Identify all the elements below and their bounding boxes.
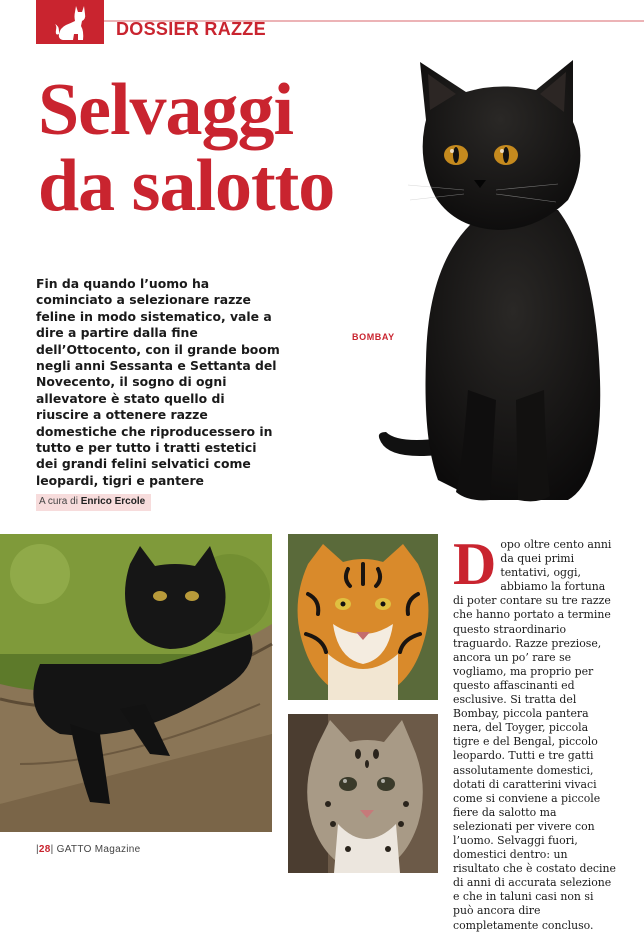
section-kicker: DOSSIER RAZZE: [116, 19, 266, 39]
article-body-text: opo oltre cento anni da quei primi tentativi, oggi, abbiamo la fortuna di poter contare su tre razze che hanno portato a termine questo straordinario traguardo. Razze preziose, ancora un po’ rare se vogliamo, ma proprio per questo affascinanti ed esclusive. Si tratta del Bombay, piccola pantera nera, del Toyger, piccola tigre e del Bengal, piccolo leopardo. Tutti e tre gatti assolutamente domestici, dotati di caratterini vivaci come si conviene a piccole fiere da salotto ma selezionati per vivere con l’uomo. Selvaggi fuori, domestici dentro: un risultato che è costato decine di anni di accurata selezione e che in taluni casi non si può ancora dire completamente concluso.: [453, 538, 616, 932]
magazine-name: GATTO Magazine: [56, 844, 141, 855]
credit-prefix: A cura di: [39, 496, 78, 507]
title-line-1: Selvaggi: [38, 69, 294, 151]
lead-paragraph: Fin da quando l’uomo ha cominciato a selezionare razze feline in modo sistematico, vale a dire a partire dalla fine dell’Ottocento, con il grande boom negli anni Sessanta e Settanta del Novecento, il sogno di ogni allevatore è stato quello di riuscire a ottenere razze domestiche che riproducessero in tutto e per tutto i tratti estetici dei grandi felini selvatici come leopardi, tigri e pantere: [36, 276, 280, 488]
credit-author: Enrico Ercole: [80, 496, 146, 507]
article-body: [453, 531, 617, 933]
author-credit: [36, 494, 151, 511]
leopard-cat-photo: [288, 714, 438, 873]
page-title: [38, 69, 418, 227]
cat-silhouette-icon: [54, 4, 88, 42]
page-folio: |28| GATTO Magazine: [36, 844, 141, 855]
title-line-2: da salotto: [38, 145, 335, 227]
drop-cap: D: [453, 531, 497, 597]
tiger-photo: [288, 534, 438, 700]
page-number: 28: [38, 844, 51, 855]
section-logo: [36, 0, 104, 44]
photo-caption-bombay: BOMBAY: [352, 332, 395, 342]
bombay-cat-photo: [368, 60, 644, 510]
black-panther-photo: [0, 534, 272, 832]
